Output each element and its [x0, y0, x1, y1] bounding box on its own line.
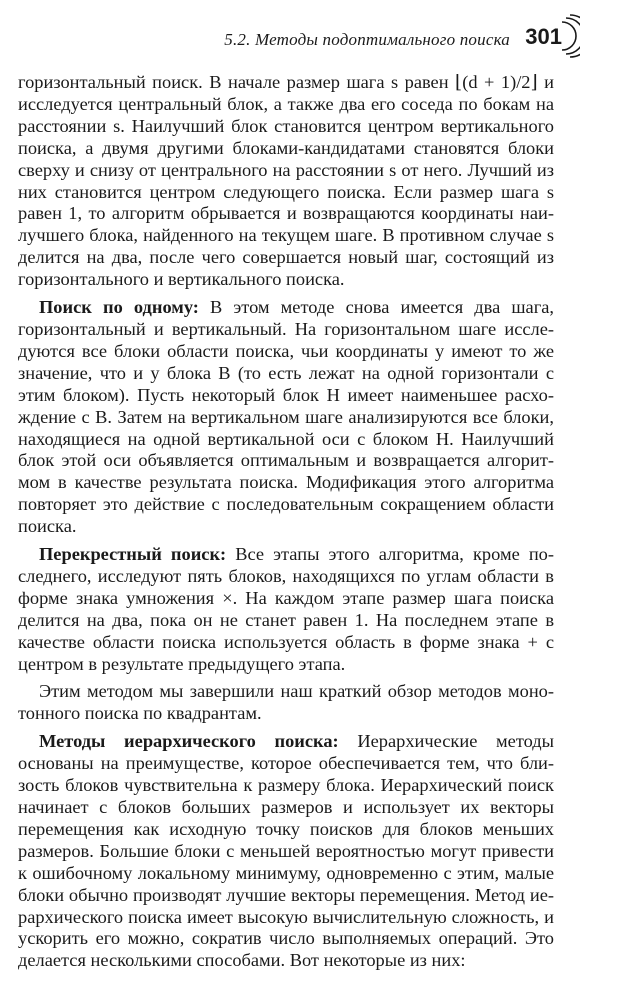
page-number: 301: [525, 24, 562, 49]
paragraph-text: Все этапы этого алгоритма, кроме последнего, исследуют пять блоков, находящихся по углам области в форме знака умножения ×. На каждом этапе размер шага поиска делится на два, пока он не станет равен 1. На последнем этапе в качестве области поиска используется область в форме знака + с центром в результате предыдущего этапа.: [18, 544, 554, 674]
paragraph-text: Иерархические методы основаны на преимуществе, которое обеспечивается тем, что близость блоков чувствительна к размеру блока. Иерархический поиск начинает с блоков больших размеров и использует их векторы перемещения как исходную точку поисков для блоков меньших размеров. Большие блоки с меньшей вероятностью могут привести к ошибочному локальному минимуму, одновременно с этим, малые блоки обычно производят лучшие векторы перемещения. Метод иерархического поиска имеет высокую вычислительную сложность, и ускорить его можно, сократив число выполняемых операций. Это делается несколькими способами. Вот некоторые из них:: [18, 731, 554, 971]
paragraph-heading: Поиск по одному:: [39, 297, 199, 318]
paragraph-text: горизонтальный поиск. В начале размер шага s равен ⌊(d + 1)/2⌋ и исследуется центральный блок, а также два его соседа по бокам на расстоянии s. Наилучший блок становится центром вертикального поиска, а двумя другими блоками-кандидатами становятся блоки сверху и снизу от центрального на расстоянии s от него. Лучший из них становится центром следующего поиска. Если размер шага s равен 1, то алгоритм обрывается и возвращаются координаты наилучшего блока, найденного на текущем шаге. В противном случае s делится на два, после чего совершается новый шаг, состоящий из горизонтального и вертикального поиска.: [18, 72, 554, 290]
paragraph-cross-search: [18, 544, 554, 675]
paragraph-text: Этим методом мы завершили наш краткий обзор методов монотонного поиска по квадрантам.: [18, 681, 554, 724]
paragraph-heading: Перекрестный поиск:: [39, 544, 227, 565]
paragraph-horizontal-search: [18, 72, 554, 291]
paragraph-text: В этом методе снова имеется два шага, горизонтальный и вертикальный. На горизонтальном шаге исследуются все блоки области поиска, чьи координаты y имеют то же значение, что и у блока B (то есть лежат на одной горизонтали с этим блоком). Пусть некоторый блок H имеет наименьшее расхождение с B. Затем на вертикальном шаге анализируются все блоки, находящиеся на одной вертикальной оси с блоком H. Наилучший блок этой оси объявляется оптимальным и возвращается алгоритмом в качестве результата поиска. Модификация этого алгоритма повторяет это действие с последовательным сокращением области поиска.: [18, 297, 554, 537]
running-title: 5.2. Методы подоптимального поиска: [224, 30, 510, 49]
paragraph-one-at-a-time-search: [18, 297, 554, 538]
paragraph-summary: [18, 681, 554, 725]
paragraph-hierarchical-search: [18, 731, 554, 972]
paragraph-heading: Методы иерархического поиска:: [39, 731, 339, 752]
running-head: [0, 16, 574, 60]
text-body: [18, 72, 554, 972]
page-number-arcs-icon: [560, 14, 580, 58]
